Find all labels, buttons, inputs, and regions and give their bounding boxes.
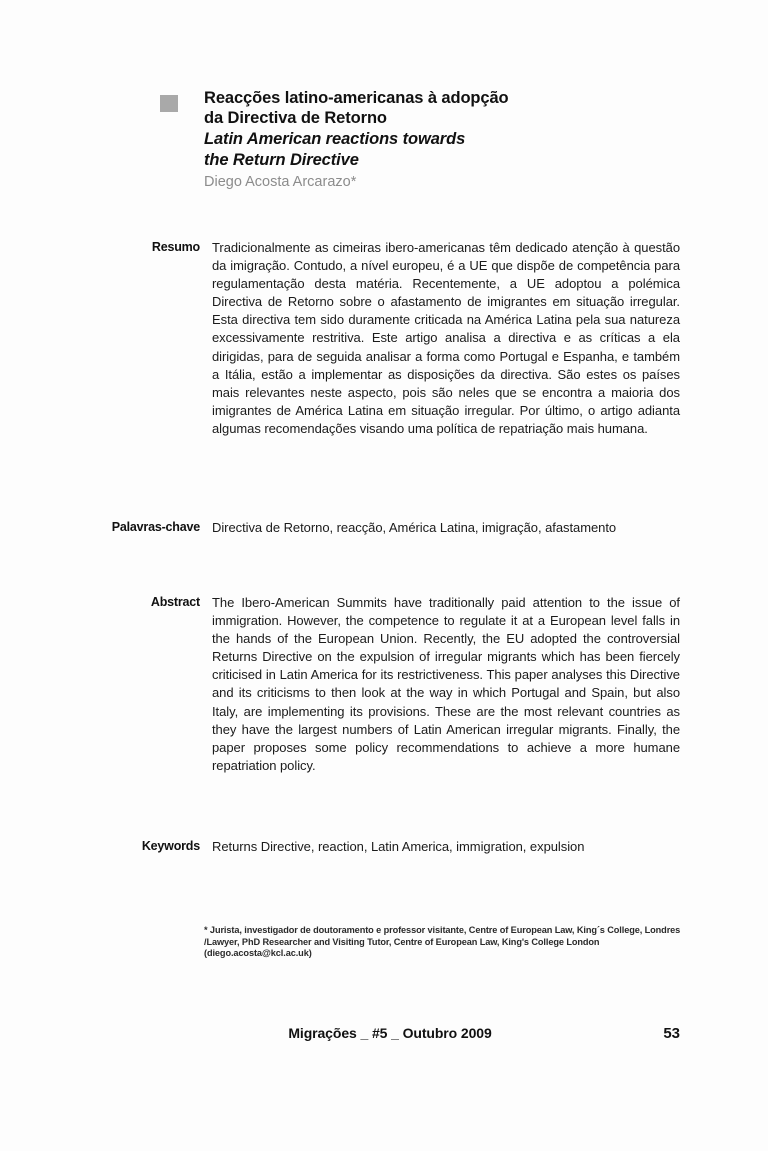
section-body-abstract: The Ibero-American Summits have traditionally paid attention to the issue of immigration. However, the competence to regulate it at a European level falls in the hands of the European Union. Recently, the EU adopted the controversial Returns Directive on the expulsion of irregular migrants which has been fiercely criticised in Latin America for its restrictiveness. This paper analyses this Directive and its criticisms to then look at the way in which Portugal and Spain, but also Italy, are implementing its provisions. These are the most relevant countries as they have the largest numbers of Latin American irregular migrants. Finally, the paper proposes some policy recommendations to achieve a more humane repatriation policy. — [212, 595, 680, 773]
section-label-keywords: Keywords — [141, 839, 200, 853]
page-title-en-line1: Latin American reactions towards — [204, 130, 466, 148]
section-body-keywords: Returns Directive, reaction, Latin America, immigration, expulsion — [212, 839, 585, 854]
title-block — [160, 88, 660, 190]
footer-journal-title: Migrações _ #5 _ Outubro 2009 — [288, 1025, 492, 1041]
section-palavras-chave — [60, 519, 680, 537]
author-name: Diego Acosta Arcarazo* — [204, 174, 357, 190]
author-footnote: * Jurista, investigador de doutoramento e professor visitante, Centre of European Law, King´s College, Londres /Lawyer, PhD Researcher and Visiting Tutor, Centre of European Law, King's College London (diego.acosta@kcl.ac.uk) — [204, 925, 681, 959]
section-keywords — [60, 838, 680, 856]
page-title-pt-line1: Reacções latino-americanas à adopção — [204, 89, 509, 107]
section-label-palavras-chave: Palavras-chave — [111, 520, 200, 534]
section-body-palavras-chave: Directiva de Retorno, reacção, América Latina, imigração, afastamento — [212, 520, 617, 535]
section-abstract — [60, 594, 680, 775]
page-title-pt-line2: da Directiva de Retorno — [204, 109, 387, 127]
title-text-group — [204, 88, 660, 190]
footer-page-number: 53 — [663, 1025, 680, 1042]
page-footer — [160, 1025, 680, 1042]
section-resumo — [60, 239, 680, 438]
section-label-resumo: Resumo — [151, 240, 200, 254]
section-label-abstract: Abstract — [150, 595, 200, 609]
square-marker-icon — [160, 95, 178, 112]
page-title-en-line2: the Return Directive — [204, 151, 359, 169]
section-body-resumo: Tradicionalmente as cimeiras ibero-americanas têm dedicado atenção à questão da imigração. Contudo, a nível europeu, é a UE que dispõe de competência para regulamentação desta matéria. Recentemente, a UE adoptou a polémica Directiva de Retorno sobre o afastamento de imigrantes em situação irregular. Esta directiva tem sido duramente criticada na América Latina pela sua natureza excessivamente restritiva. Este artigo analisa a directiva e as críticas a ela dirigidas, para de seguida analisar a forma como Portugal e Espanha, e também a Itália, estão a implementar as disposições da directiva. São estes os países mais relevantes neste aspecto, pois são neles que se encontra a maioria dos imigrantes de América Latina em situação irregular. Por último, o artigo adianta algumas recomendações visando uma política de repatriação mais humana. — [212, 240, 680, 436]
